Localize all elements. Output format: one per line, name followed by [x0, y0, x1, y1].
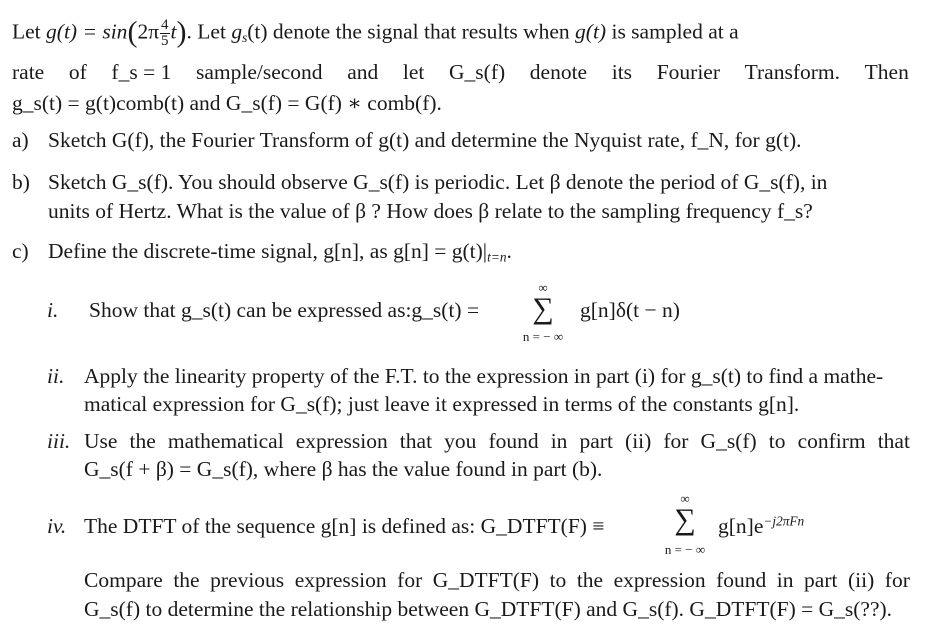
subpart-iv-line-2-word: G_DTFT(F) [432, 568, 540, 592]
intro-line-2-word: sample/second [195, 60, 323, 84]
intro-line-2-word: f_s = 1 [111, 60, 172, 84]
intro-sampled: is sampled at a [606, 19, 739, 44]
subpart-iii-line-1-word: that [399, 429, 433, 453]
sum-iv-summand [718, 513, 925, 538]
subpart-iv-label: iv. [47, 514, 67, 538]
sum-iv-upper: ∞ [680, 491, 690, 506]
sum-i-upper: ∞ [538, 280, 548, 295]
subpart-iii-line-1-word: part [579, 429, 613, 453]
subpart-iii-line-1-word: (ii) [625, 429, 652, 453]
part-b-label: b) [12, 170, 30, 194]
subpart-iii-line-1-word: the [129, 429, 156, 453]
subpart-ii-label: ii. [47, 364, 65, 388]
subpart-ii-line-2: matical expression for G_s(f); just leave it expressed in terms of the constants g[n]. [84, 392, 800, 416]
subpart-iii-line-1 [84, 431, 910, 453]
part-c-text: Define the discrete-time signal, g[n], as g[n] = g(t)| [48, 239, 488, 263]
subpart-iv-line-2-word: to [549, 568, 567, 592]
intro-line-2-word: Then [864, 60, 909, 84]
sum-i-lower: n = − ∞ [522, 329, 564, 344]
intro-line-2-word: Fourier [656, 60, 720, 84]
subpart-iv-line-2-word: (ii) [847, 568, 875, 592]
subpart-iii-line-1-word: in [550, 429, 568, 453]
subpart-i-text: Show that g_s(t) can be expressed as:g_s(t) = [89, 298, 480, 322]
intro-line-2 [12, 62, 909, 84]
subpart-iii-line-1-word: confirm [797, 429, 866, 453]
subpart-ii-line-1: Apply the linearity property of the F.T. to the expression in part (i) for g_s(t) to find a mathe- [84, 364, 884, 388]
subpart-iii-line-1-word: G_s(f) [700, 429, 757, 453]
subpart-iv-line-2 [84, 570, 910, 592]
sum-i-summand: g[n]δ(t − n) [580, 298, 680, 322]
intro-let-2: . Let [186, 19, 232, 44]
part-c-end: . [506, 239, 512, 263]
fraction-four-fifths [160, 18, 170, 49]
part-c-condition: t=n [487, 249, 507, 265]
subpart-ii [47, 366, 925, 388]
subpart-iii-line-1-word: Use [84, 429, 118, 453]
sum-i [508, 281, 578, 343]
intro-line-2-word: let [402, 60, 425, 84]
intro-two-pi: 2π [137, 19, 160, 44]
sum-iv-exponent: −j2πFn [763, 513, 805, 529]
subpart-iv-line-2-word: expression [294, 568, 387, 592]
subpart-iv-line-2-word: in [776, 568, 794, 592]
subpart-iv-line-2-word: for [397, 568, 423, 592]
intro-gt: g(t) [575, 19, 607, 44]
subpart-iv-text: The DTFT of the sequence g[n] is defined as: G_DTFT(F) ≡ [84, 514, 605, 538]
sigma-icon: ∑ [674, 503, 696, 536]
subpart-iii-line-1-word: for [663, 429, 689, 453]
subpart-iv-line-2-word: the [173, 568, 200, 592]
part-a [12, 130, 925, 152]
intro-line-1 [12, 15, 912, 49]
sum-iv-term: g[n]e [718, 514, 764, 538]
left-paren: ( [127, 15, 138, 49]
intro-line-2-word: its [611, 60, 633, 84]
subpart-iii-line-1-word: to [768, 429, 786, 453]
intro-denote: (t) denote the signal that results when [247, 19, 576, 44]
subpart-iv-line-2-word: Compare [84, 568, 163, 592]
sum-iv-lower: n = − ∞ [664, 542, 706, 557]
intro-line-2-word: denote [529, 60, 588, 84]
sigma-icon: ∑ [532, 292, 554, 325]
intro-line-3: g_s(t) = g(t)comb(t) and G_s(f) = G(f) ∗ comb(f). [12, 91, 442, 115]
subpart-iv-line-3: G_s(f) to determine the relationship between G_DTFT(F) and G_s(f). G_DTFT(F) = G_s(??). [84, 597, 893, 621]
subpart-iv-line-2-word: the [576, 568, 604, 592]
fraction-numerator: 4 [161, 17, 169, 33]
intro-g-definition: g(t) = sin [46, 19, 128, 44]
intro-gs-sub: s [242, 29, 248, 45]
part-b-line-2: units of Hertz. What is the value of β ? How does β relate to the sampling frequency f_s? [48, 199, 813, 223]
intro-line-2-word: and [347, 60, 379, 84]
part-b-line-1: Sketch G_s(f). You should observe G_s(f) is periodic. Let β denote the period of G_s(f), in [48, 170, 828, 194]
intro-let: Let [12, 19, 47, 44]
subpart-iii-line-1-word: mathematical [167, 429, 284, 453]
subpart-iv-line-2-word: expression [613, 568, 706, 592]
subpart-iv-line-2-word: part [804, 568, 838, 592]
subpart-iv-line-2-word: found [716, 568, 767, 592]
subpart-iv-line-2-word: for [884, 568, 910, 592]
part-a-text: Sketch G(f), the Fourier Transform of g(t) and determine the Nyquist rate, f_N, for g(t). [48, 128, 802, 152]
intro-line-2-word: Transform. [744, 60, 841, 84]
right-paren: ) [176, 15, 187, 49]
subpart-iii-line-1-word: you [444, 429, 477, 453]
subpart-iii-line-1-word: found [488, 429, 539, 453]
part-c-label: c) [12, 239, 29, 263]
fraction-denominator: 5 [161, 33, 169, 49]
intro-gs: g [231, 19, 243, 44]
intro-line-2-word: G_s(f) [449, 60, 506, 84]
part-a-label: a) [12, 128, 29, 152]
part-c [12, 241, 925, 263]
subpart-iii-line-2: G_s(f + β) = G_s(f), where β has the value found in part (b). [84, 457, 603, 481]
subpart-i-label: i. [47, 298, 59, 322]
part-b [12, 172, 925, 194]
subpart-iii-line-1-word: that [877, 429, 910, 453]
sum-iv [650, 492, 720, 556]
subpart-iii-line-1-word: expression [295, 429, 388, 453]
subpart-iv-line-2-word: previous [210, 568, 285, 592]
intro-line-2-word: rate [12, 60, 45, 84]
intro-line-2-word: of [68, 60, 87, 84]
subpart-iii-label: iii. [47, 429, 71, 453]
intro-t: t [170, 19, 177, 44]
